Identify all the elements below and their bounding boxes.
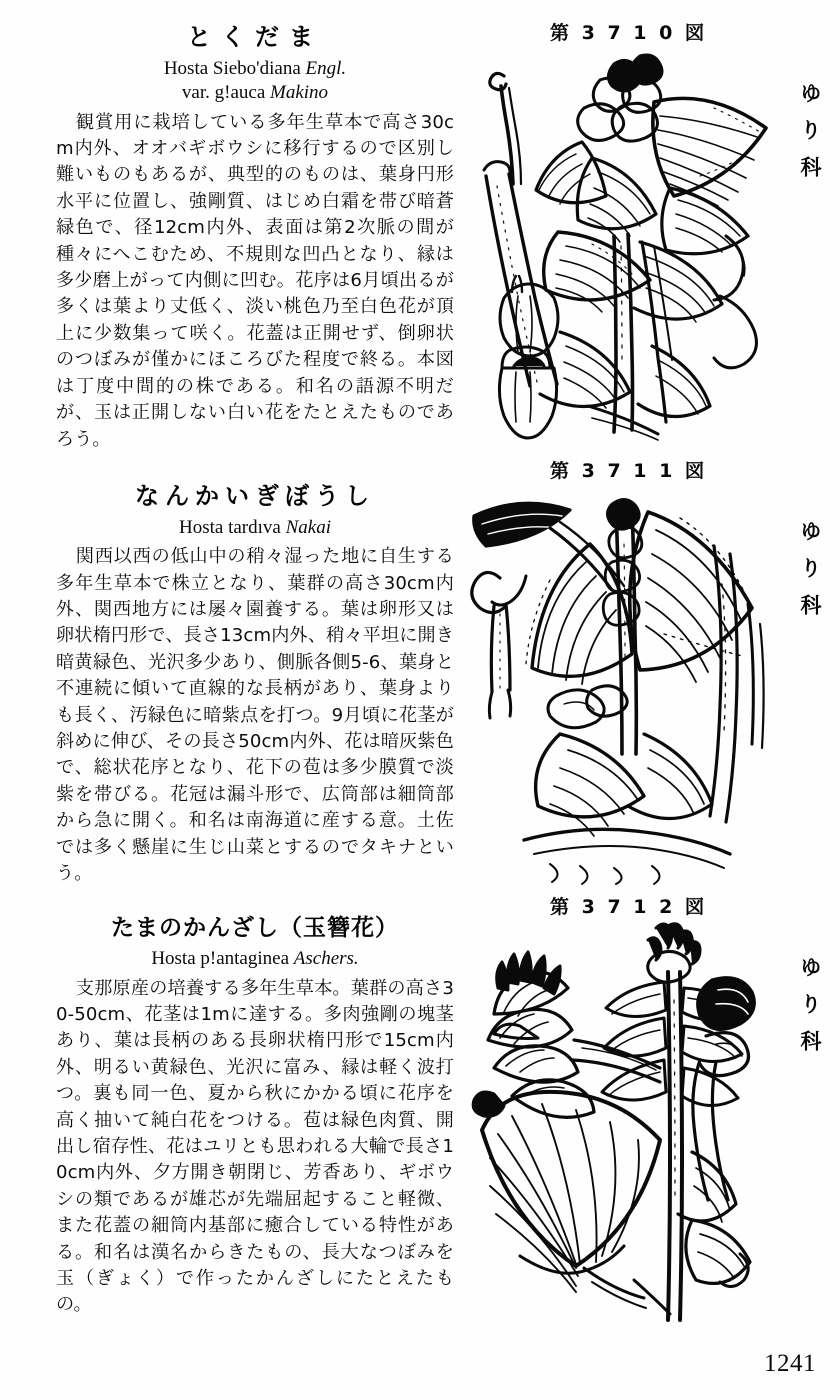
figure-caption: 第 3 7 1 0 図 <box>550 22 707 44</box>
entry-body-text: 関西以西の低山中の稍々湿った地に自生する多年生草本で株立となり、葉群の高さ30cm内外、関西地方には屡々園養する。葉は卵形又は卵状楕円形で、長さ13cm内外、稍々平坦に開き暗黄緑色、光沢多少あり、側脈各側5-6、葉身と不連続に傾いて直線的な長柄があり、葉身よりも長く、汚緑色に暗紫点を打つ。9月頃に花茎が斜めに伸び、その長さ50cm内外、花は暗灰紫色で、総状花序となり、花下の苞は多少膜質で淡紫を帯びる。花冠は漏斗形で、広筒部は細筒部から急に開く。和名は南海道に産する意。土佐では多く懸崖に生じ山菜とするのでタキナという。 <box>56 546 454 885</box>
japanese-name-heading: なんかいぎぼうし <box>135 481 375 510</box>
figure-column <box>462 0 840 1400</box>
figure-body <box>462 484 840 888</box>
entry-body-text: 観賞用に栽培している多年生草本で高さ30cm内外、オオバギボウシに移行するので区別し難いものもあるが、典型的のものは、葉身円形水平に位置し、強剛質、はじめ白霜を帯び暗蒼緑色で、径12cm内外、表面は第2次脈の間が種々にへこむため、不規則な凹凸となり、縁は多少磨上がって内側に凹む。花序は6月頃出るが多くは葉より丈低く、淡い桃色乃至白色花が頂上に少数集って咲く。花蓋は正開せず、倒卵状のつぼみが僅かにほころびた程度で終る。本図は丁度中間的の株である。和名の語源不明だが、玉は正開しない白い花をたとえたものであろう。 <box>56 111 454 450</box>
botanical-illustration-hosta-plantaginea <box>464 920 776 1324</box>
family-label: ゆり科 <box>798 82 822 193</box>
botanical-illustration-hosta-tardiva <box>464 484 776 888</box>
figure-3710 <box>462 20 840 460</box>
figure-3712 <box>462 894 840 1334</box>
scientific-name-genus-species: Hosta Siebo'diana <box>163 58 306 79</box>
entry-body-text: 支那原産の培養する多年生草本。葉群の高さ30-50cm、花茎は1mに達する。多肉強剛の塊茎あり、葉は長柄のある長卵状楕円形で15cm内外、明るい黄緑色、光沢に富み、縁は軽く波打つ。裏も同一色、夏から秋にかかる頃に花序を高く抽いて純白花をつける。苞は緑色肉質、開出し宿存性、花はユリとも思われる大輪で長さ10cm内外、夕方開き朝閉じ、芳香あり、ギボウシの類であるが雄芯が先端屈起すること軽微、また花蓋の細筒内基部に癒合している特性がある。和名は漢名からきたもの、長大なつぼみを玉（ぎょく）で作ったかんざしにたとえたもの。 <box>56 977 454 1316</box>
entry-tamanokanzashi <box>56 914 454 1319</box>
scientific-name-authority: Engl. <box>305 58 347 79</box>
scientific-name-genus-species: Hosta tardıva <box>179 516 286 538</box>
figure-caption: 第 3 7 1 1 図 <box>550 460 707 482</box>
variety-epithet: var. g!auca <box>181 82 271 104</box>
section-spacer <box>56 459 454 481</box>
figure-3711 <box>462 458 840 898</box>
figure-body <box>462 46 840 450</box>
figure-body <box>462 920 840 1324</box>
entry-nankaigibohshi <box>56 481 454 888</box>
scientific-name-genus-species: Hosta p!antaginea <box>151 948 294 970</box>
figure-caption: 第 3 7 1 2 図 <box>550 896 707 918</box>
scientific-name <box>56 947 454 971</box>
scientific-name-authority: Nakai <box>285 516 331 538</box>
japanese-name-heading: とくだま <box>187 23 323 51</box>
family-label: ゆり科 <box>798 520 822 631</box>
family-label: ゆり科 <box>798 956 822 1067</box>
scientific-name-variety-line <box>56 81 454 105</box>
text-column <box>56 22 454 1325</box>
entry-tokudama <box>56 22 454 453</box>
botanical-illustration-hosta-sieboldiana <box>464 46 776 450</box>
japanese-name-heading: たまのかんざし（玉簪花） <box>111 914 399 941</box>
page-number: 1241 <box>764 1350 816 1377</box>
scientific-name <box>56 57 454 106</box>
scientific-name <box>56 516 454 540</box>
scientific-name-authority: Aschers. <box>293 948 359 970</box>
variety-authority: Makino <box>270 82 329 104</box>
section-spacer <box>56 894 454 914</box>
